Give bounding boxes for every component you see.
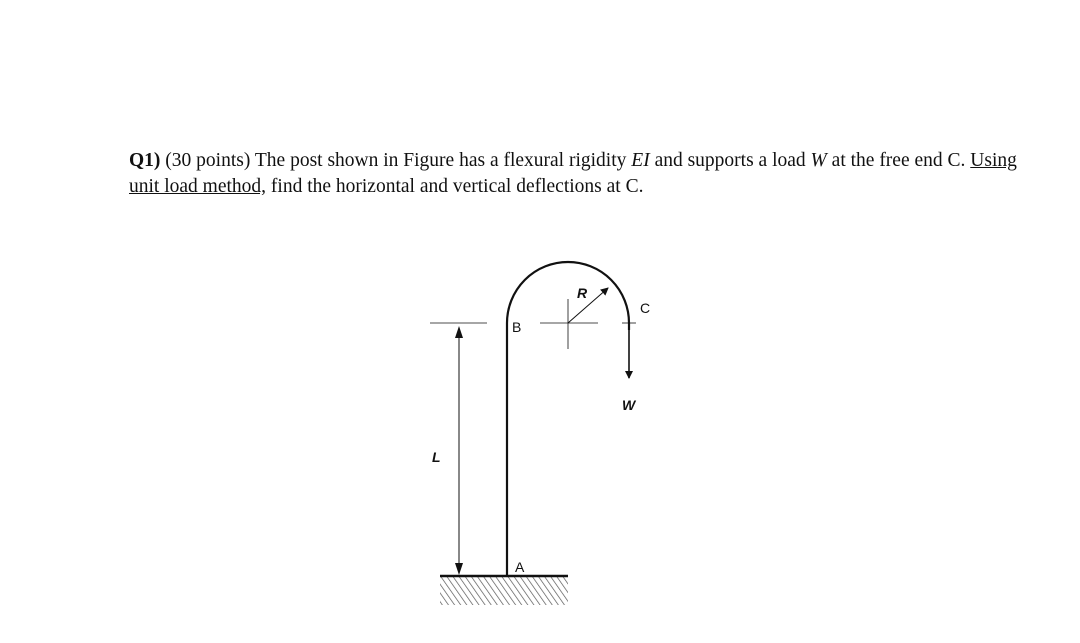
load-label: W xyxy=(622,397,636,413)
radius-label: R xyxy=(577,285,588,301)
point-b-label: B xyxy=(512,319,522,335)
radius-arrow xyxy=(568,288,608,323)
dimension-arrow-top xyxy=(455,326,463,338)
length-label: L xyxy=(432,449,441,465)
question-points: (30 points) xyxy=(165,150,251,171)
question-number: Q1) xyxy=(129,150,161,171)
question-text-4: find the horizontal and vertical deflections at C. xyxy=(270,176,644,197)
question-text-2: and supports a load xyxy=(654,150,806,171)
question-text-3: at the free end C. xyxy=(831,150,966,171)
question-text-1: The post shown in Figure has a flexural rigidity xyxy=(254,150,627,171)
load-symbol: W xyxy=(810,150,827,171)
method-underlined: Using unit load method, xyxy=(129,150,1017,197)
point-a-label: A xyxy=(515,559,525,575)
ground-hatch xyxy=(440,577,568,605)
dimension-arrow-bottom xyxy=(455,563,463,575)
point-c-label: C xyxy=(640,300,651,316)
flexural-rigidity-symbol: EI xyxy=(631,150,650,171)
